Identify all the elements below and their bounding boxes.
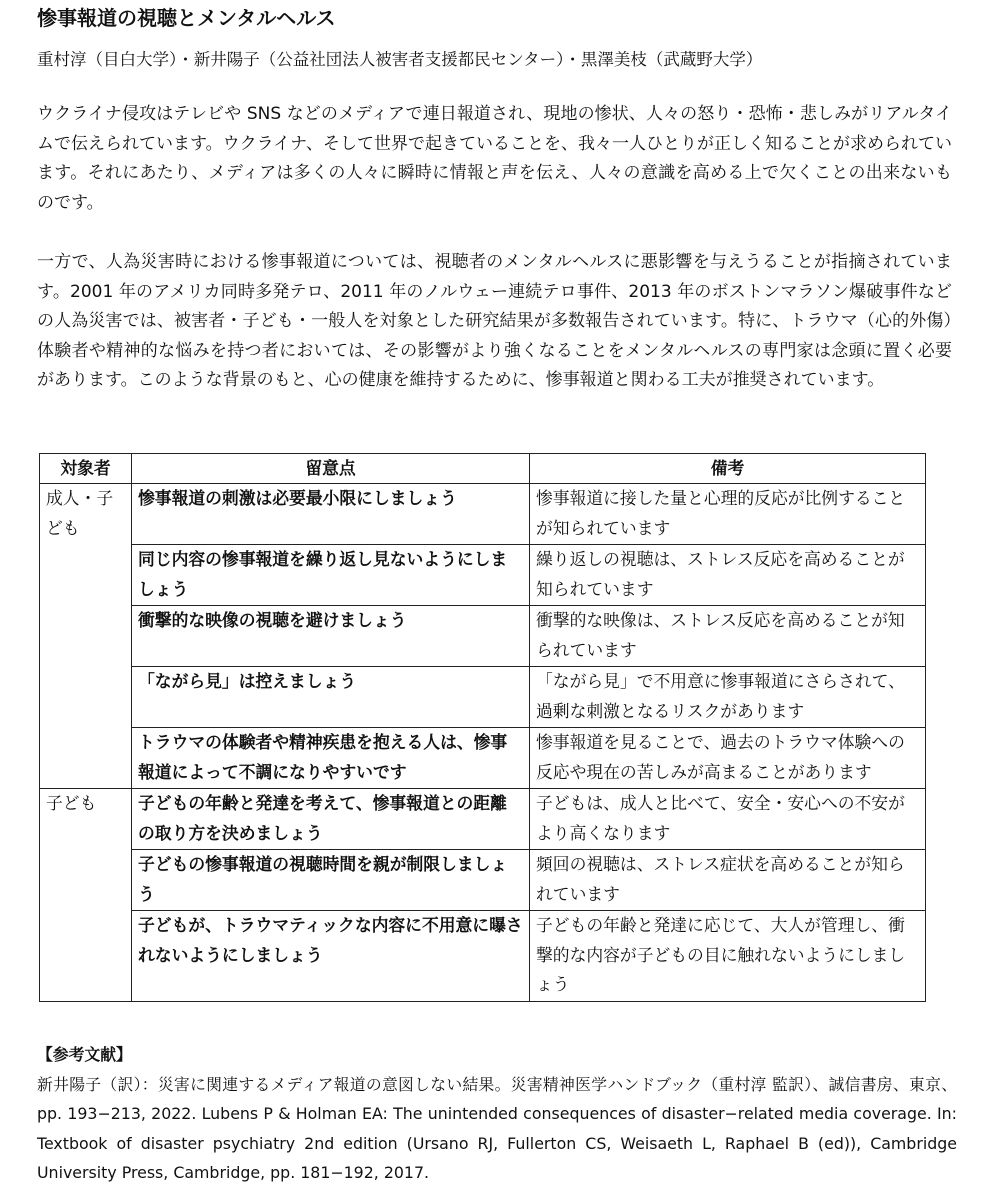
note-cell: 繰り返しの視聴は、ストレス反応を高めることが知られています (530, 545, 926, 606)
header-point: 留意点 (132, 454, 530, 484)
background-paragraph: 一方で、人為災害時における惨事報道については、視聴者のメンタルヘルスに悪影響を与えうることが指摘されています。2001 年のアメリカ同時多発テロ、2011 年のノルウェー連続テロ事件、2013 年のボストンマラソン爆破事件などの人為災害では、被害者・子ども・一般人を対象とした研究結果が多数報告されています。特に、トラウマ（心的外傷）体験者や精神的な悩みを持つ者においては、その影響がより強くなることをメンタルヘルスの専門家は念頭に置く必要があります。このような背景のもと、心の健康を維持するために、惨事報道と関わる工夫が推奨されています。 (37, 252, 952, 391)
note-cell: 「ながら見」で不用意に惨事報道にさらされて、過剰な刺激となるリスクがあります (530, 667, 926, 728)
table-row (40, 484, 926, 545)
table-header-row (40, 454, 926, 484)
point-cell: 「ながら見」は控えましょう (132, 667, 530, 728)
table-row (40, 728, 926, 789)
references-heading: 【参考文献】 (37, 1045, 132, 1064)
point-cell: トラウマの体験者や精神疾患を抱える人は、惨事報道によって不調になりやすいです (132, 728, 530, 789)
target-cell-children: 子ども (40, 789, 132, 1002)
header-target: 対象者 (40, 454, 132, 484)
note-cell: 子どもの年齢と発達に応じて、大人が管理し、衝撃的な内容が子どもの目に触れないようにしましょう (530, 911, 926, 1002)
document-title: 惨事報道の視聴とメンタルヘルス (37, 6, 336, 30)
table-row (40, 911, 926, 1002)
target-cell-adults-children: 成人・子ども (40, 484, 132, 789)
table-row (40, 789, 926, 850)
note-cell: 惨事報道に接した量と心理的反応が比例することが知られています (530, 484, 926, 545)
table-row (40, 667, 926, 728)
point-cell: 子どもの惨事報道の視聴時間を親が制限しましょう (132, 850, 530, 911)
references-text: 新井陽子（訳）：災害に関連するメディア報道の意図しない結果。災害精神医学ハンドブック（重村淳 監訳）、誠信書房、東京、pp. 193−213, 2022. Lubens P & Holman EA: The unintended consequences of disaster−related media coverage. In: Textbook of disaster psychiatry 2nd edition (Ursano RJ, Fullerton CS, Weisaeth L, Raphael B (ed)), Cambridge University Press, Cambridge, pp. 181−192, 2017. (37, 1074, 957, 1182)
note-cell: 頻回の視聴は、ストレス症状を高めることが知られています (530, 850, 926, 911)
header-note: 備考 (530, 454, 926, 484)
note-cell: 衝撃的な映像は、ストレス反応を高めることが知られています (530, 606, 926, 667)
guideline-table (39, 453, 926, 1002)
table-row (40, 606, 926, 667)
table-row (40, 545, 926, 606)
point-cell: 惨事報道の刺激は必要最小限にしましょう (132, 484, 530, 545)
point-cell: 同じ内容の惨事報道を繰り返し見ないようにしましょう (132, 545, 530, 606)
note-cell: 子どもは、成人と比べて、安全・安心への不安がより高くなります (530, 789, 926, 850)
references-section (37, 1040, 957, 1188)
author-line: 重村淳（目白大学）・新井陽子（公益社団法人被害者支援都民センター）・黒澤美枝（武蔵野大学） (37, 50, 763, 69)
point-cell: 子どもが、トラウマティックな内容に不用意に曝されないようにしましょう (132, 911, 530, 1002)
point-cell: 子どもの年齢と発達を考えて、惨事報道との距離の取り方を決めましょう (132, 789, 530, 850)
intro-paragraph: ウクライナ侵攻はテレビや SNS などのメディアで連日報道され、現地の惨状、人々の怒り・恐怖・悲しみがリアルタイムで伝えられています。ウクライナ、そして世界で起きていることを、我々一人ひとりが正しく知ることが求められています。それにあたり、メディアは多くの人々に瞬時に情報と声を伝え、人々の意識を高める上で欠くことの出来ないものです。 (37, 104, 953, 213)
note-cell: 惨事報道を見ることで、過去のトラウマ体験への反応や現在の苦しみが高まることがあります (530, 728, 926, 789)
table-row (40, 850, 926, 911)
point-cell: 衝撃的な映像の視聴を避けましょう (132, 606, 530, 667)
